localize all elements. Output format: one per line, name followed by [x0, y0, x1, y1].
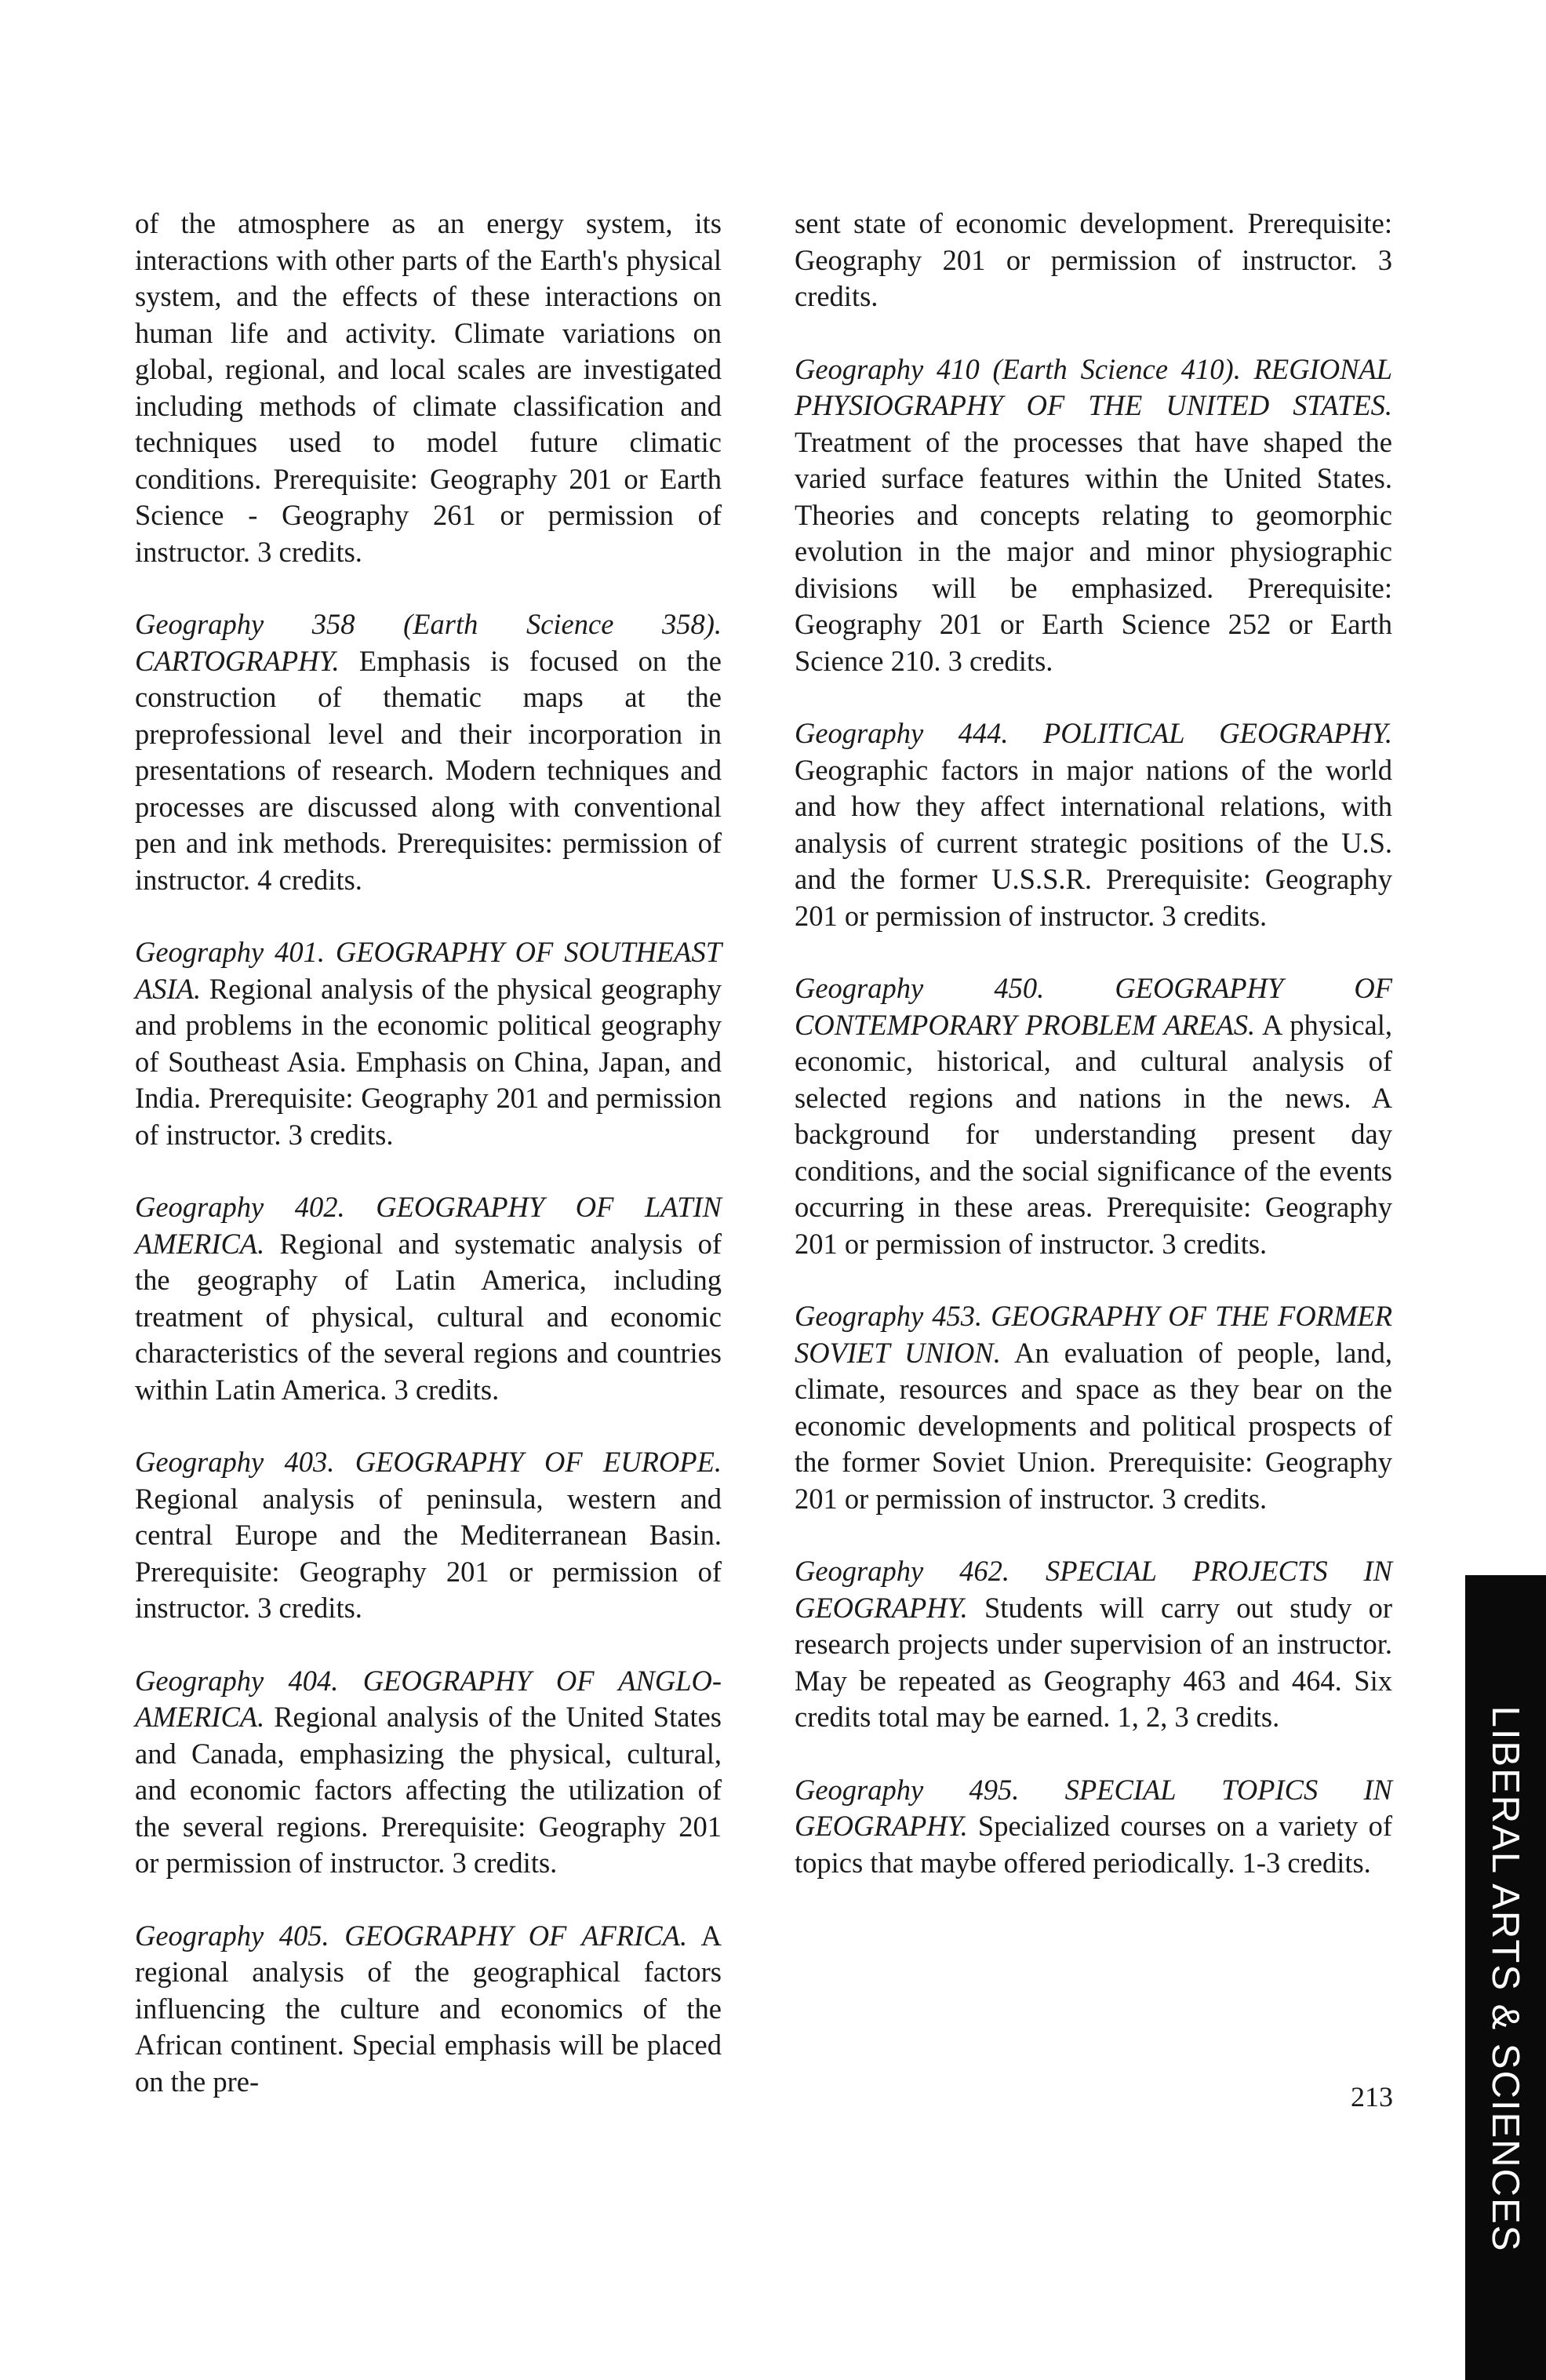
course-paragraph: [795, 1553, 1392, 1736]
course-paragraph: [795, 1772, 1392, 1882]
course-entry-geography-402: [135, 1189, 722, 1408]
course-description: Regional analysis of the physical geography and problems in the economic political geography of Southeast Asia. Emphasis on China, Japan, and India. Prerequisite: Geography 201 and permission of instructor. 3 credits.: [135, 972, 722, 1151]
course-description: Regional analysis of the United States and Canada, emphasizing the physical, cultural, and economic factors affecting the utilization of the several regions. Prerequisite: Geography 201 or permission of instructor. 3 credits.: [135, 1701, 722, 1879]
course-description: Treatment of the processes that have shaped the varied surface features within the United States. Theories and concepts relating to geomorphic evolution in the major and minor physiographic divisions will be emphasized. Prerequisite: Geography 201 or Earth Science 252 or Earth Science 210. 3 credits.: [795, 425, 1392, 677]
course-entry-geography-405: [135, 1918, 722, 2101]
course-title: CARTOGRAPHY.: [135, 644, 340, 677]
course-number: Geography 401.: [135, 936, 325, 968]
course-title: SPECIAL PROJECTS IN GEOGRAPHY.: [795, 1555, 1393, 1624]
course-number: Geography 358 (Earth Science 358).: [135, 608, 722, 640]
course-description: Geographic factors in major nations of the world and how they affect international relations, with analysis of current strategic positions of the U.S. and the former U.S.S.R. Prerequisite: Geography 201 or permission of instructor. 3 credits.: [795, 753, 1392, 932]
course-entry-geography-462: [795, 1553, 1392, 1736]
left-column: [135, 206, 722, 2136]
intro-continuation-entry: [135, 206, 722, 570]
course-paragraph: [135, 934, 722, 1153]
course-entry-geography-401: [135, 934, 722, 1153]
course-number: Geography 453.: [795, 1300, 983, 1332]
course-description: Regional analysis of peninsula, western and central Europe and the Mediterranean Basin. Prerequisite: Geography 201 or permission of instructor. 3 credits.: [135, 1482, 722, 1624]
right-column: [795, 206, 1392, 1917]
course-description: A regional analysis of the geographical factors influencing the culture and economics of the African continent. Special emphasis will be placed on the pre-: [135, 1919, 722, 2098]
course-title: REGIONAL PHYSIOGRAPHY OF THE UNITED STATES.: [795, 352, 1393, 421]
course-title: GEOGRAPHY OF ANGLO-AMERICA.: [135, 1664, 722, 1733]
course-entry-geography-495: [795, 1772, 1392, 1882]
course-description: Students will carry out study or research projects under supervision of an instructor. May be repeated as Geography 463 and 464. Six credits total may be earned. 1, 2, 3 credits.: [795, 1591, 1392, 1733]
course-number: Geography 495.: [795, 1773, 1020, 1806]
course-number: Geography 404.: [135, 1664, 339, 1697]
course-entry-geography-403: [135, 1444, 722, 1627]
page-number: 213: [1351, 2081, 1393, 2113]
course-description: An evaluation of people, land, climate, resources and space as they bear on the economic developments and political prospects of the former Soviet Union. Prerequisite: Geography 201 or permission of instructor. 3 credits.: [795, 1336, 1392, 1515]
course-title: GEOGRAPHY OF CONTEMPORARY PROBLEM AREAS.: [795, 972, 1392, 1041]
section-tab-label: LIBERAL ARTS & SCIENCES: [1484, 1705, 1526, 2253]
intro-continuation-text: of the atmosphere as an energy system, its interactions with other parts of the Earth's physical system, and the effects of these interactions on human life and activity. Climate variations on global, regional, and local scales are investigated including methods of climate classification and techniques used to model future climatic conditions. Prerequisite: Geography 201 or Earth Science - Geography 261 or permission of instructor. 3 credits.: [135, 207, 722, 568]
continuation-entry: [795, 206, 1392, 315]
course-number: Geography 403.: [135, 1446, 335, 1478]
course-number: Geography 444.: [795, 717, 1009, 749]
course-paragraph: [795, 351, 1392, 680]
course-description: Emphasis is focused on the construction of thematic maps at the preprofessional level and their incorporation in presentations of research. Modern techniques and processes are discussed along with conventional pen and ink methods. Prerequisites: permission of instructor. 4 credits.: [135, 644, 722, 896]
course-title: SPECIAL TOPICS IN GEOGRAPHY.: [795, 1773, 1393, 1842]
course-number: Geography 402.: [135, 1191, 345, 1223]
course-paragraph: [795, 715, 1392, 934]
course-description: Regional and systematic analysis of the geography of Latin America, including treatment of physical, cultural and economic characteristics of the several regions and countries within Latin America. 3 credits.: [135, 1227, 722, 1406]
course-title: GEOGRAPHY OF LATIN AMERICA.: [135, 1191, 722, 1260]
continuation-text: sent state of economic development. Prerequisite: Geography 201 or permission of instructor. 3 credits.: [795, 207, 1392, 312]
course-paragraph: [795, 1298, 1392, 1517]
course-number: Geography 462.: [795, 1555, 1010, 1587]
section-side-tab: [1465, 1575, 1546, 2380]
course-title: POLITICAL GEOGRAPHY.: [1043, 717, 1392, 749]
course-title: GEOGRAPHY OF SOUTHEAST ASIA.: [135, 936, 722, 1005]
course-number: Geography 410 (Earth Science 410).: [795, 352, 1241, 385]
course-entry-geography-410: [795, 351, 1392, 680]
course-paragraph: [795, 970, 1392, 1262]
course-entry-geography-453: [795, 1298, 1392, 1517]
course-paragraph: [135, 1189, 722, 1408]
course-entry-geography-444: [795, 715, 1392, 934]
course-entry-geography-450: [795, 970, 1392, 1262]
course-title: GEOGRAPHY OF THE FORMER SOVIET UNION.: [795, 1300, 1393, 1369]
course-paragraph: [135, 1918, 722, 2101]
course-number: Geography 450.: [795, 972, 1045, 1004]
course-description: A physical, economic, historical, and cultural analysis of selected regions and nations in the news. A background for understanding present day conditions, and the social significance of the events occurring in these areas. Prerequisite: Geography 201 or permission of instructor. 3 credits.: [795, 1008, 1392, 1260]
course-paragraph: [135, 1444, 722, 1627]
course-paragraph: [135, 1663, 722, 1882]
course-title: GEOGRAPHY OF AFRICA.: [344, 1919, 688, 1952]
course-title: GEOGRAPHY OF EUROPE.: [355, 1446, 722, 1478]
course-entry-geography-404: [135, 1663, 722, 1882]
course-entry-geography-358: [135, 606, 722, 898]
course-description: Specialized courses on a variety of topics that maybe offered periodically. 1-3 credits.: [795, 1810, 1393, 1879]
course-number: Geography 405.: [135, 1919, 329, 1952]
course-paragraph: [135, 606, 722, 898]
